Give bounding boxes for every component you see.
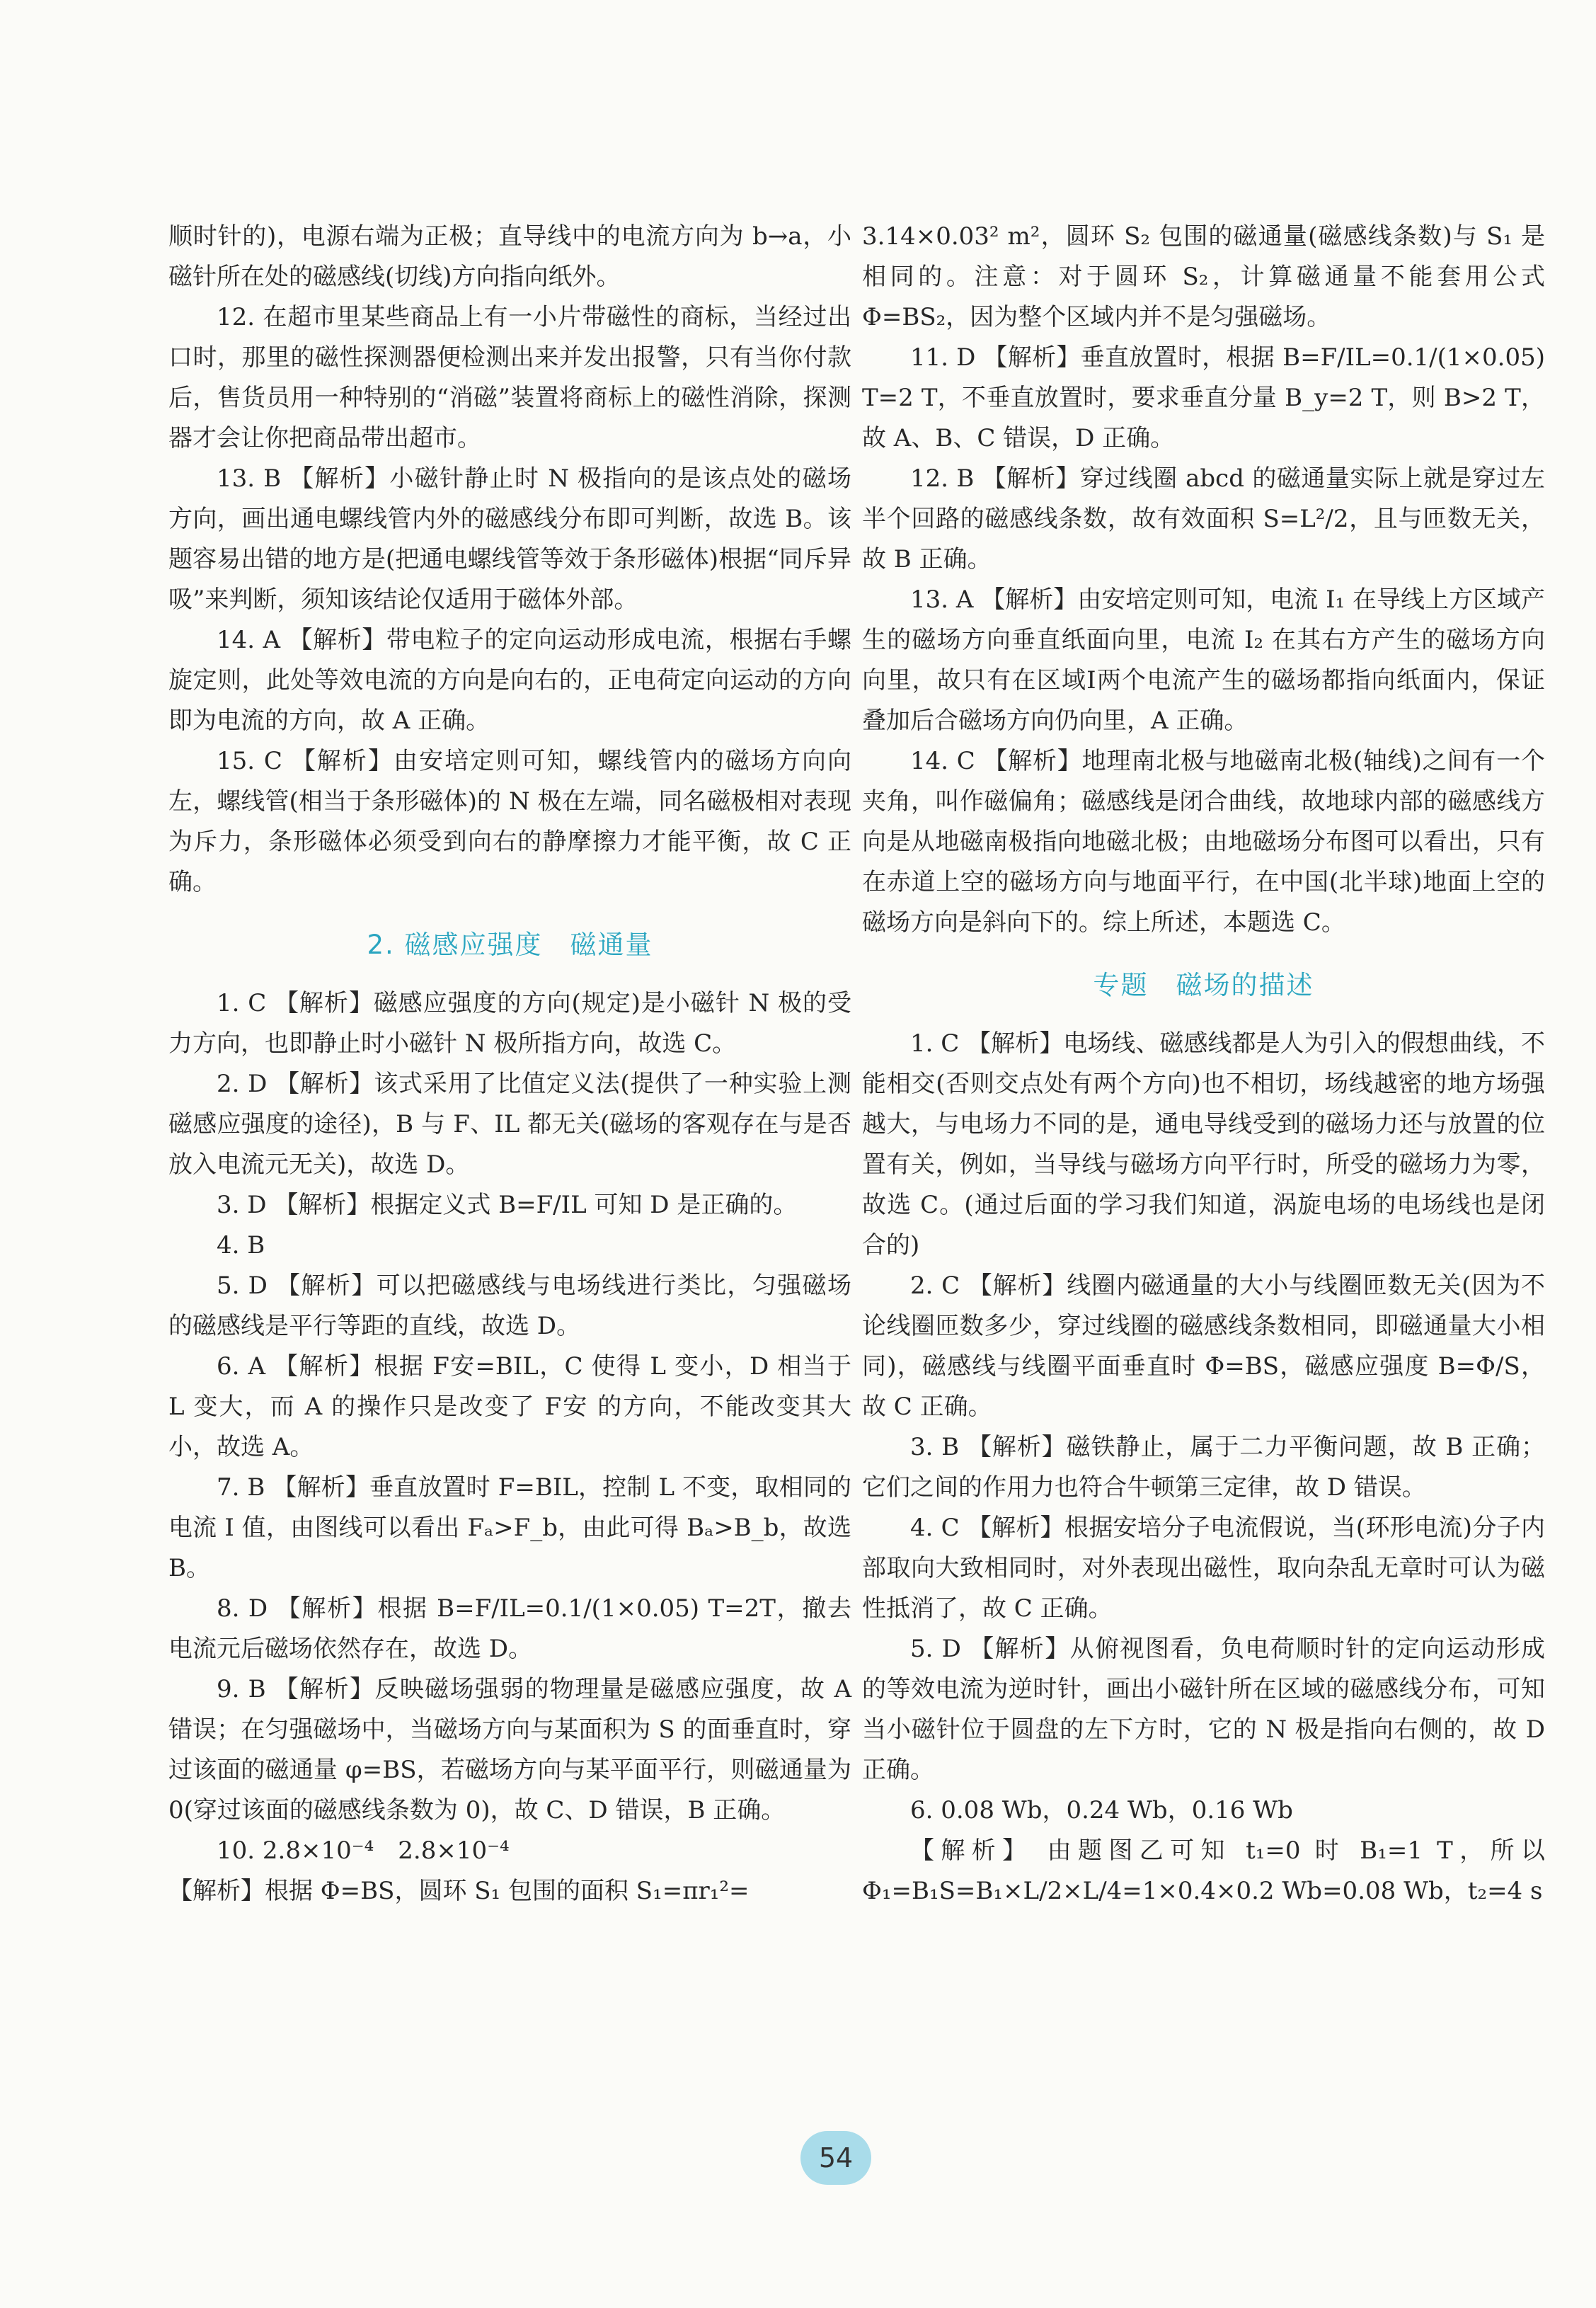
answer-paragraph: 1. C 【解析】电场线、磁感线都是人为引入的假想曲线，不能相交(否则交点处有两个方向)也不相切，场线越密的地方场强越大，与电场力不同的是，通电导线受到的磁场力还与放置的位置有关，例如，当导线与磁场方向平行时，所受的磁场力为零，故选 C。(通过后面的学习我们知道，涡旋电场的电场线也是闭合的) bbox=[862, 1029, 1545, 1259]
answer-paragraph: 11. D 【解析】垂直放置时，根据 B=F/IL=0.1/(1×0.05) T=2 T，不垂直放置时，要求垂直分量 B_y=2 T，则 B>2 T，故 A、B、C 错误，D 正确。 bbox=[862, 343, 1545, 452]
answer-paragraph: 13. A 【解析】由安培定则可知，电流 I₁ 在导线上方区域产生的磁场方向垂直纸面向里，电流 I₂ 在其右方产生的磁场方向向里，故只有在区域Ⅰ两个电流产生的磁场都指向纸面内，保证叠加后合磁场方向仍向里，A 正确。 bbox=[862, 585, 1545, 735]
answer-paragraph: 10. 2.8×10⁻⁴ 2.8×10⁻⁴ bbox=[217, 1836, 510, 1865]
answer-paragraph: 12. 在超市里某些商品上有一小片带磁性的商标，当经过出口时，那里的磁性探测器便检测出来并发出报警，只有当你付款后，售货员用一种特别的“消磁”装置将商标上的磁性消除，探测器才会让你把商品带出超市。 bbox=[168, 303, 851, 452]
answer-paragraph: 14. A 【解析】带电粒子的定向运动形成电流，根据右手螺旋定则，此处等效电流的方向是向右的，正电荷定向运动的方向即为电流的方向，故 A 正确。 bbox=[168, 626, 851, 735]
answer-paragraph: 5. D 【解析】从俯视图看，负电荷顺时针的定向运动形成的等效电流为逆时针，画出小磁针所在区域的磁感线分布，可知当小磁针位于圆盘的左下方时，它的 N 极是指向右侧的，故 D 正确。 bbox=[862, 1635, 1545, 1784]
answer-paragraph: 【解析】根据 Φ=BS，圆环 S₁ 包围的面积 S₁=πr₁²= bbox=[168, 1877, 750, 1905]
answer-paragraph: 2. D 【解析】该式采用了比值定义法(提供了一种实验上测磁感应强度的途径)，B 与 F、IL 都无关(磁场的客观存在与是否放入电流元无关)，故选 D。 bbox=[168, 1070, 851, 1179]
answer-paragraph: 8. D 【解析】根据 B=F/IL=0.1/(1×0.05) T=2T，撤去电流元后磁场依然存在，故选 D。 bbox=[168, 1594, 851, 1663]
answer-paragraph: 13. B 【解析】小磁针静止时 N 极指向的是该点处的磁场方向，画出通电螺线管内外的磁感线分布即可判断，故选 B。该题容易出错的地方是(把通电螺线管等效于条形磁体)根据“同斥异吸”来判断，须知该结论仅适用于磁体外部。 bbox=[168, 464, 851, 614]
answer-paragraph: 12. B 【解析】穿过线圈 abcd 的磁通量实际上就是穿过左半个回路的磁感线条数，故有效面积 S=L²/2，且与匝数无关，故 B 正确。 bbox=[862, 464, 1545, 573]
section-heading: 2. 磁感应强度 磁通量 bbox=[367, 930, 653, 960]
answer-paragraph: 5. D 【解析】可以把磁感线与电场线进行类比，匀强磁场的磁感线是平行等距的直线，故选 D。 bbox=[168, 1272, 851, 1340]
answer-paragraph: 6. A 【解析】根据 F安=BIL，C 使得 L 变小，D 相当于 L 变大，而 A 的操作只是改变了 F安 的方向，不能改变其大小，故选 A。 bbox=[168, 1352, 851, 1461]
answer-paragraph: 【解析】 由题图乙可知 t₁=0 时 B₁=1 T，所以 Φ₁=B₁S=B₁×L/2×L/4=1×0.4×0.2 Wb=0.08 Wb，t₂=4 s bbox=[862, 1836, 1545, 1905]
right-column bbox=[862, 217, 1545, 1912]
answer-paragraph: 9. B 【解析】反映磁场强弱的物理量是磁感应强度，故 A 错误；在匀强磁场中，当磁场方向与某面积为 S 的面垂直时，穿过该面的磁通量 φ=BS，若磁场方向与某平面平行，则磁通量为 0(穿过该面的磁感线条数为 0)，故 C、D 错误，B 正确。 bbox=[168, 1675, 851, 1824]
section-heading: 专题 磁场的描述 bbox=[1093, 970, 1314, 1000]
answer-paragraph: 3.14×0.03² m²，圆环 S₂ 包围的磁通量(磁感线条数)与 S₁ 是相同的。注意：对于圆环 S₂，计算磁通量不能套用公式 Φ=BS₂，因为整个区域内并不是匀强磁场。 bbox=[862, 222, 1545, 331]
answer-paragraph: 4. B bbox=[217, 1231, 265, 1259]
answer-paragraph: 14. C 【解析】地理南北极与地磁南北极(轴线)之间有一个夹角，叫作磁偏角；磁感线是闭合曲线，故地球内部的磁感线方向是从地磁南极指向地磁北极；由地磁场分布图可以看出，只有在赤道上空的磁场方向与地面平行，在中国(北半球)地面上空的磁场方向是斜向下的。综上所述，本题选 C。 bbox=[862, 747, 1545, 937]
answer-paragraph: 4. C 【解析】根据安培分子电流假说，当(环形电流)分子内部取向大致相同时，对外表现出磁性，取向杂乱无章时可认为磁性抵消了，故 C 正确。 bbox=[862, 1514, 1545, 1623]
page-number: 54 bbox=[800, 2131, 871, 2185]
answer-paragraph: 7. B 【解析】垂直放置时 F=BIL，控制 L 不变，取相同的电流 I 值，由图线可以看出 Fₐ>F_b，由此可得 Bₐ>B_b，故选 B。 bbox=[168, 1473, 851, 1582]
answer-paragraph: 3. B 【解析】磁铁静止，属于二力平衡问题，故 B 正确；它们之间的作用力也符合牛顿第三定律，故 D 错误。 bbox=[862, 1433, 1545, 1502]
answer-paragraph: 2. C 【解析】线圈内磁通量的大小与线圈匝数无关(因为不论线圈匝数多少，穿过线圈的磁感线条数相同，即磁通量大小相同)，磁感线与线圈平面垂直时 Φ=BS，磁感应强度 B=Φ/S，故 C 正确。 bbox=[862, 1272, 1545, 1421]
answer-paragraph: 3. D 【解析】根据定义式 B=F/IL 可知 D 是正确的。 bbox=[217, 1191, 798, 1219]
answer-paragraph: 1. C 【解析】磁感应强度的方向(规定)是小磁针 N 极的受力方向，也即静止时小磁针 N 极所指方向，故选 C。 bbox=[168, 989, 851, 1058]
answer-paragraph: 6. 0.08 Wb，0.24 Wb，0.16 Wb bbox=[910, 1796, 1293, 1824]
left-column bbox=[168, 217, 851, 1912]
answer-paragraph: 15. C 【解析】由安培定则可知，螺线管内的磁场方向向左，螺线管(相当于条形磁体)的 N 极在左端，同名磁极相对表现为斥力，条形磁体必须受到向右的静摩擦力才能平衡，故 C 正确。 bbox=[168, 747, 851, 896]
answer-paragraph: 顺时针的)，电源右端为正极；直导线中的电流方向为 b→a，小磁针所在处的磁感线(切线)方向指向纸外。 bbox=[168, 222, 851, 291]
